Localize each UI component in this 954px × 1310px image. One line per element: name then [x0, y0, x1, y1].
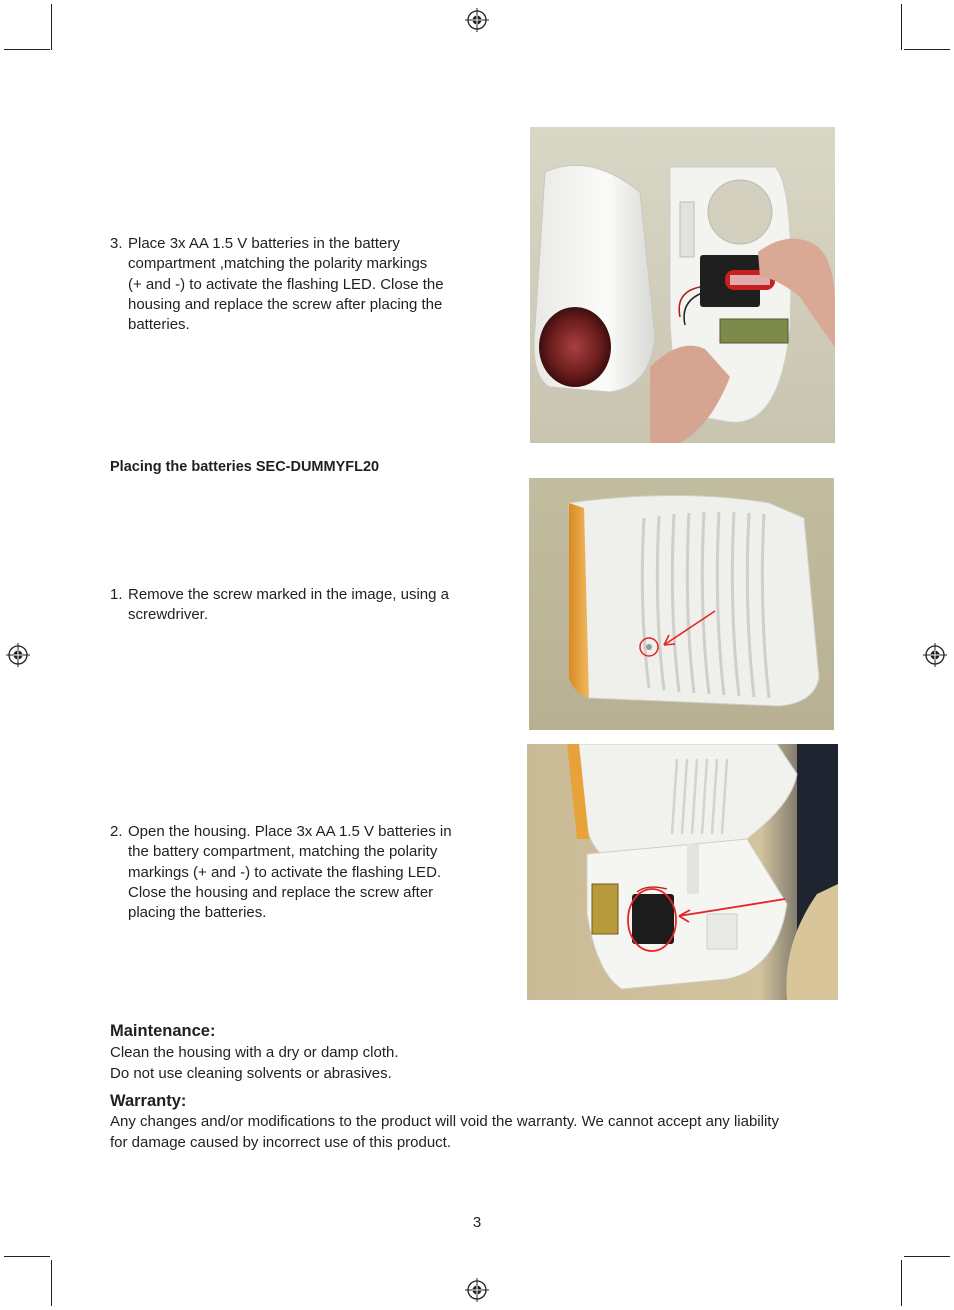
- photo-siren-screw-marked: [529, 478, 834, 730]
- warranty-line: Any changes and/or modifications to the product will void the warranty. We cannot accept any liability: [110, 1113, 779, 1130]
- step-line: (+ and -) to activate the flashing LED. Close the: [128, 275, 444, 293]
- crop-mark-bottom-left-v: [51, 1260, 52, 1306]
- step-3: [110, 234, 510, 344]
- step-1: [110, 585, 510, 629]
- step-line: markings (+ and -) to activate the flashing LED.: [128, 863, 442, 881]
- crop-mark-bottom-right-h: [904, 1256, 950, 1257]
- warranty-text: [110, 1112, 850, 1153]
- crop-mark-bottom-right-v: [901, 1260, 902, 1306]
- crop-mark-top-right-h: [904, 49, 950, 50]
- crop-mark-top-left-v: [51, 4, 52, 50]
- registration-mark-bottom-icon: [465, 1278, 489, 1302]
- step-line: Place 3x AA 1.5 V batteries in the battery: [128, 235, 400, 252]
- step-line: screwdriver.: [128, 606, 209, 624]
- maintenance-line: Do not use cleaning solvents or abrasives.: [110, 1064, 392, 1082]
- maintenance-title: Maintenance:: [110, 1022, 216, 1040]
- crop-mark-bottom-left-h: [4, 1256, 50, 1257]
- section-title: Placing the batteries SEC-DUMMYFL20: [110, 459, 380, 475]
- step-line: the battery compartment, matching the polarity: [128, 843, 438, 861]
- step-line: Close the housing and replace the screw after: [128, 883, 434, 901]
- step-line: Remove the screw marked in the image, using a: [128, 586, 449, 603]
- step-number: 1.: [110, 586, 123, 603]
- step-line: housing and replace the screw after placing the: [128, 295, 443, 313]
- step-2: [110, 822, 510, 932]
- registration-mark-left-icon: [6, 643, 30, 667]
- photo-siren-battery-insertion: [530, 127, 835, 443]
- step-number: 3.: [110, 235, 123, 252]
- warranty-line: for damage caused by incorrect use of this product.: [110, 1133, 452, 1151]
- step-number: 2.: [110, 823, 123, 840]
- step-line: compartment ,matching the polarity markings: [128, 255, 428, 273]
- maintenance-text: [110, 1043, 830, 1084]
- maintenance-line: Clean the housing with a dry or damp cloth.: [110, 1044, 399, 1061]
- crop-mark-top-right-v: [901, 4, 902, 50]
- step-line: placing the batteries.: [128, 904, 267, 922]
- step-line: Open the housing. Place 3x AA 1.5 V batteries in: [128, 823, 452, 840]
- crop-mark-top-left-h: [4, 49, 50, 50]
- page-number: 3: [472, 1214, 482, 1231]
- photo-siren-opened-battery-holder: [527, 744, 838, 1000]
- registration-mark-top-icon: [465, 8, 489, 32]
- registration-mark-right-icon: [923, 643, 947, 667]
- warranty-title: Warranty:: [110, 1092, 187, 1110]
- step-line: batteries.: [128, 316, 190, 334]
